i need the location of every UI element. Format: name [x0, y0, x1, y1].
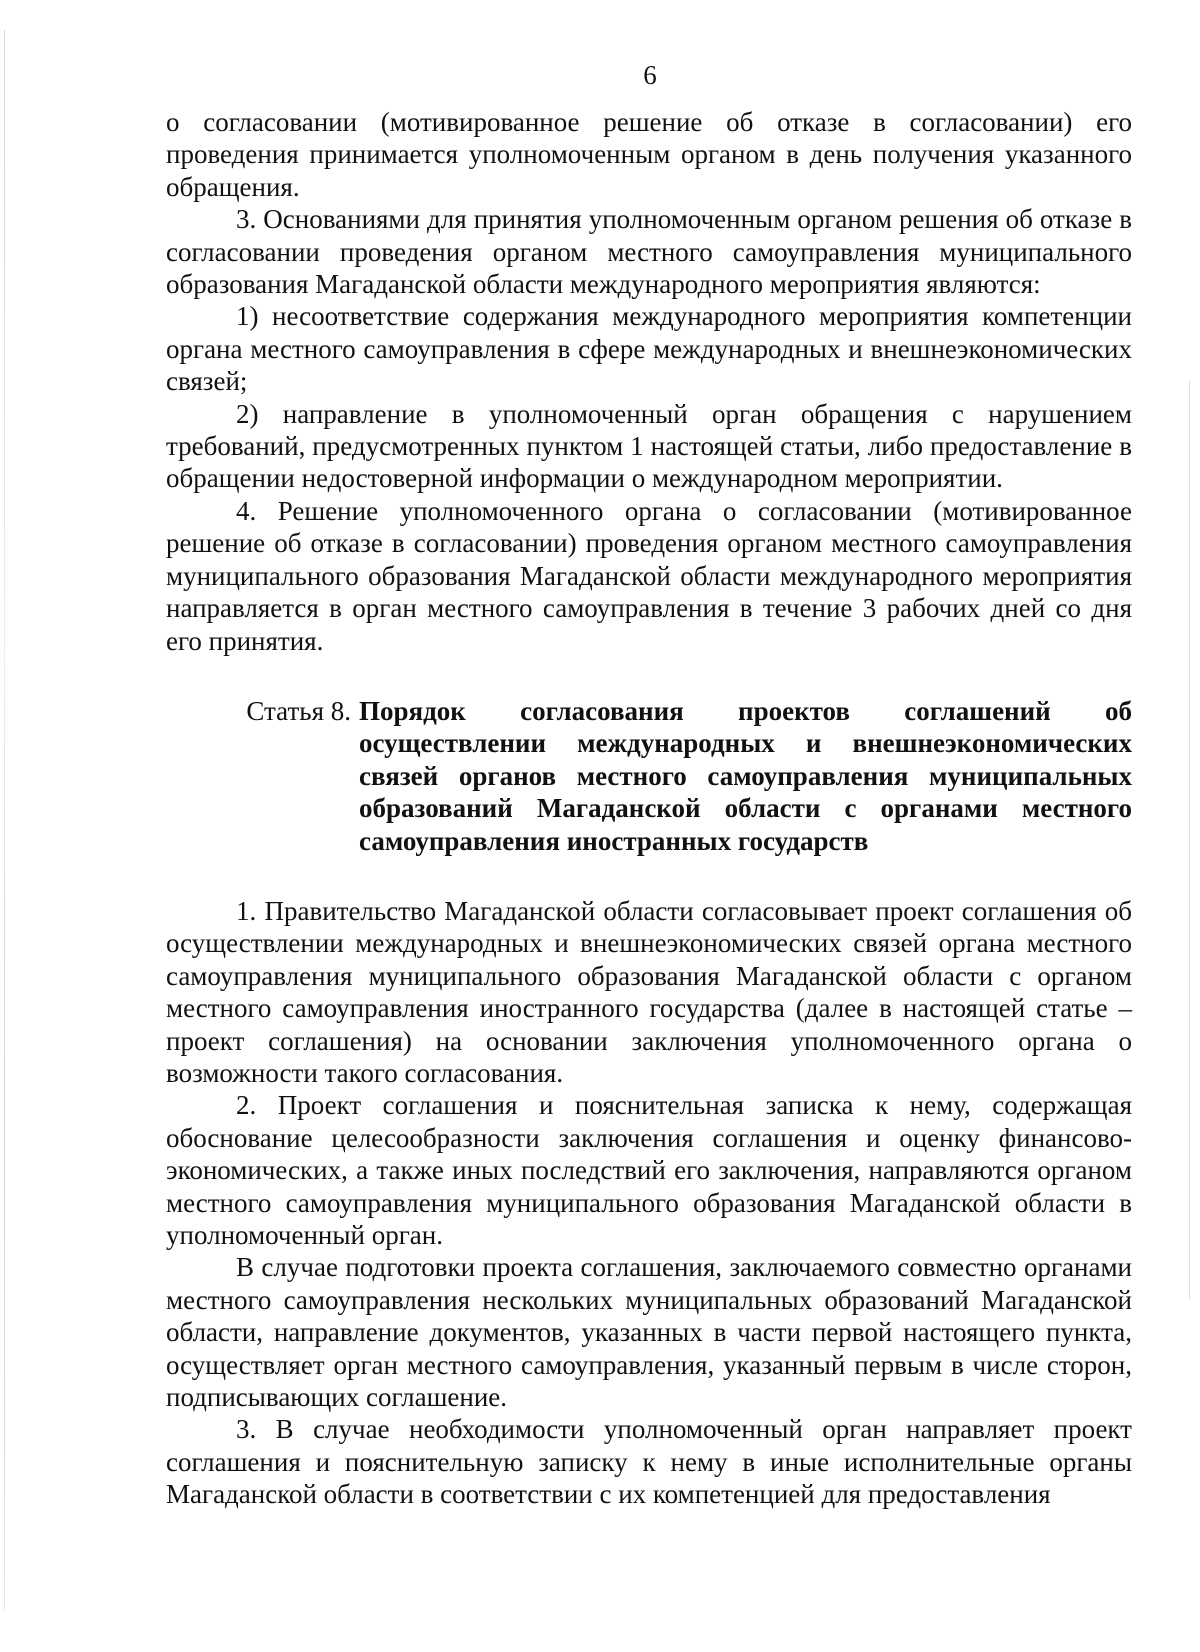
article-label: Статья 8. — [246, 695, 351, 726]
article-heading — [166, 695, 1132, 857]
article-title: Порядок согласования проектов соглашений об осуществлении международных и внешнеэкономических связей органов местного самоуправления муниципальных образований Магаданской области с органами местного самоуправления иностранных государств — [359, 695, 1132, 856]
paragraph: 1. Правительство Магаданской области согласовывает проект соглашения об осуществлении международных и внешнеэкономических связей органа местного самоуправления муниципального образования Магаданской области с органом местного самоуправления иностранного государства (далее в настоящей статье – проект соглашения) на основании заключения уполномоченного органа о возможности такого согласования. — [166, 895, 1132, 1088]
paragraph: 3. В случае необходимости уполномоченный орган направляет проект соглашения и пояснительную записку к нему в иные исполнительные органы Магаданской области в соответствии с их компетенцией для предоставления — [166, 1414, 1132, 1510]
paragraph: В случае подготовки проекта соглашения, заключаемого совместно органами местного самоуправления нескольких муниципальных образований Магаданской области, направление документов, указанных в части первой настоящего пункта, осуществляет орган местного самоуправления, указанный первым в числе сторон, подписывающих соглашение. — [166, 1252, 1132, 1413]
paragraph: о согласовании (мотивированное решение об отказе в согласовании) его проведения принимается уполномоченным органом в день получения указанного обращения. — [166, 107, 1132, 202]
paragraph: 3. Основаниями для принятия уполномоченным органом решения об отказе в согласовании проведения органом местного самоуправления муниципального образования Магаданской области международного мероприятия являются: — [166, 204, 1132, 300]
scan-edge-right — [1189, 380, 1190, 1300]
paragraph: 4. Решение уполномоченного органа о согласовании (мотивированное решение об отказе в согласовании) проведения органом местного самоуправления муниципального образования Магаданской области международного мероприятия направляется в орган местного самоуправления в течение 3 рабочих дней со дня его принятия. — [166, 495, 1132, 656]
document-body — [166, 106, 1132, 1511]
list-item: 1) несоответствие содержания международного мероприятия компетенции органа местного самоуправления в сфере международных и внешнеэкономических связей; — [166, 301, 1132, 397]
page-number: 6 — [643, 60, 657, 90]
list-item: 2) направление в уполномоченный орган обращения с нарушением требований, предусмотренных пунктом 1 настоящей статьи, либо предоставление в обращении недостоверной информации о международном мероприятии. — [166, 398, 1132, 494]
paragraph: 2. Проект соглашения и пояснительная записка к нему, содержащая обоснование целесообразности заключения соглашения и оценку финансово-экономических, а также иных последствий его заключения, направляются органом местного самоуправления муниципального образования Магаданской области в уполномоченный орган. — [166, 1090, 1132, 1250]
scan-edge-left — [4, 30, 5, 1610]
